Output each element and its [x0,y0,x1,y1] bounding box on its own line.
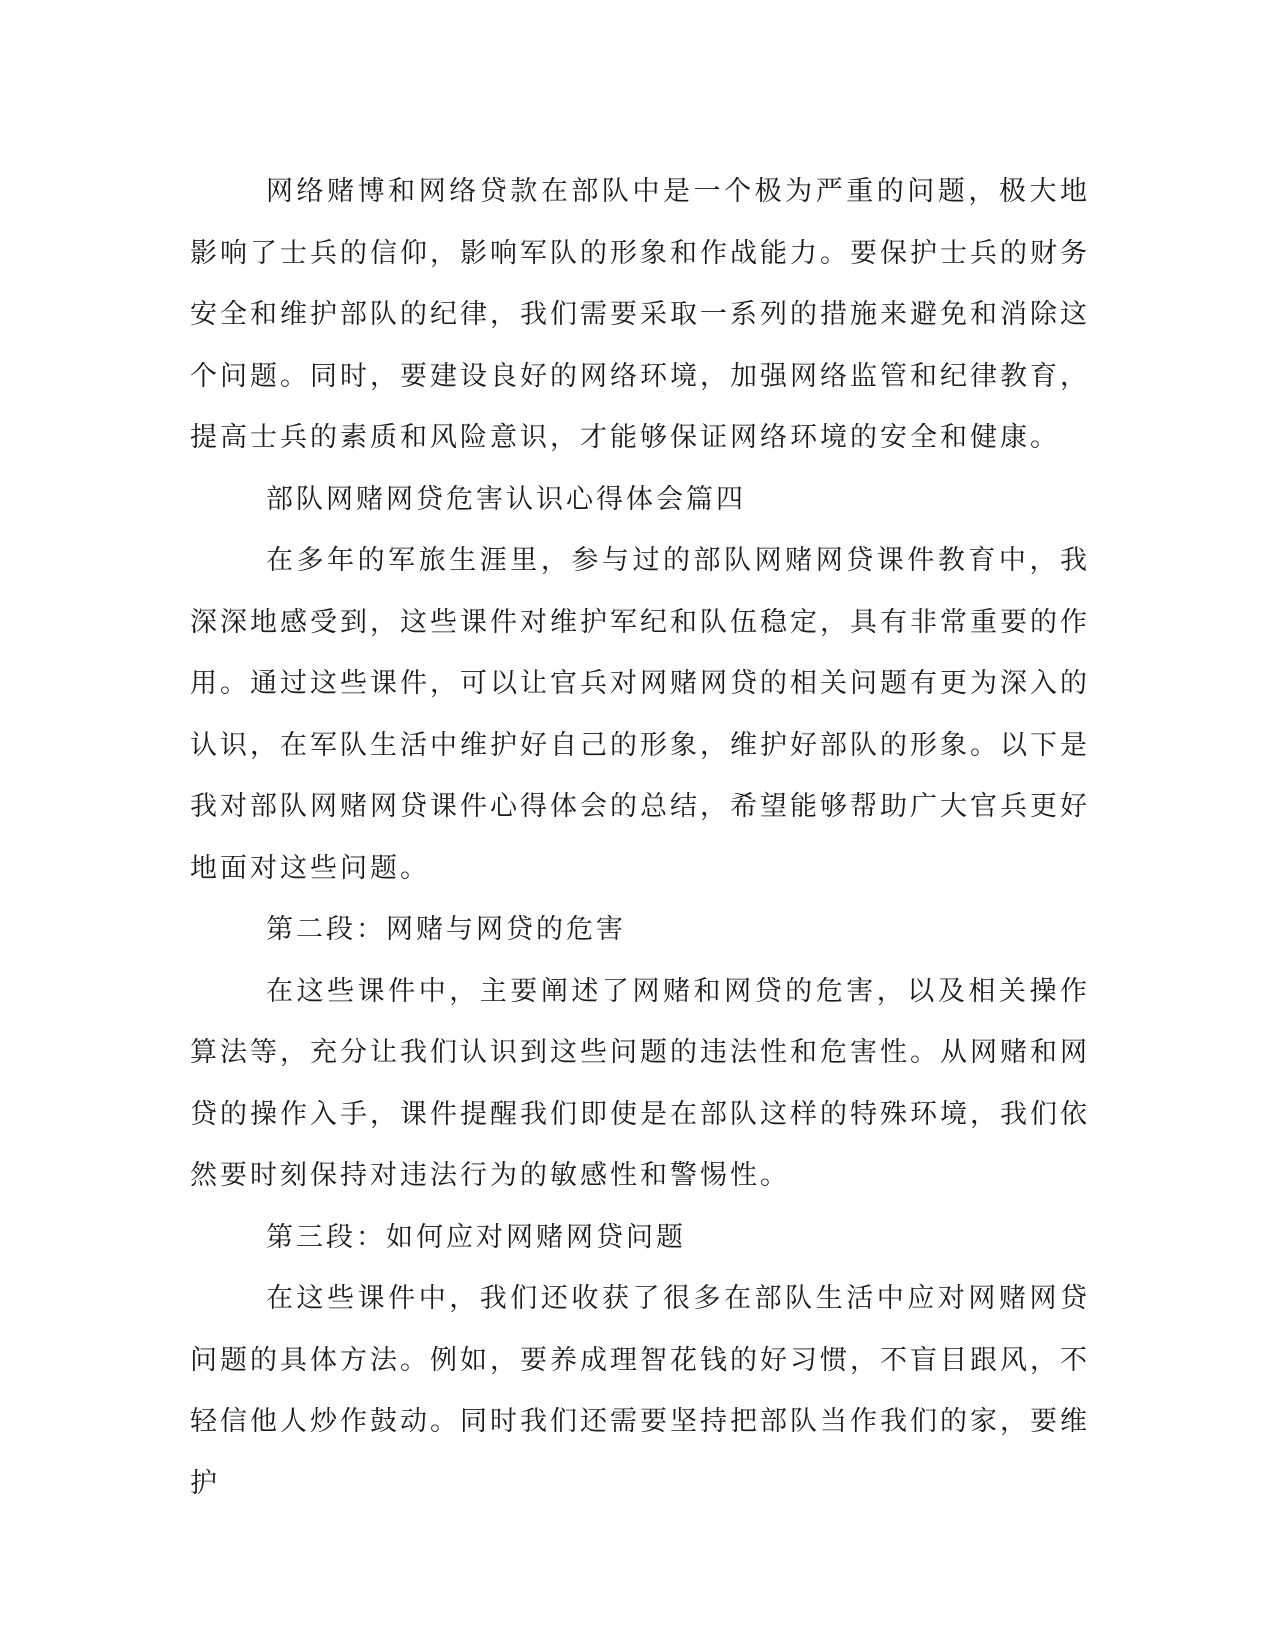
section-heading-part-four: 部队网赌网贷危害认识心得体会篇四 [266,483,746,515]
paragraph-third: 在这些课件中，我们还收获了很多在部队生活中应对网赌网贷问题的具体方法。例如，要养成理智花钱的好习惯，不盲目跟风，不轻信他人炒作鼓动。同时我们还需要坚持把部队当作我们的家，要维护 [190,1283,1090,1499]
section-heading-second: 第二段：网赌与网贷的危害 [266,914,626,945]
document-body [190,161,1090,1514]
paragraph-part-four: 在多年的军旅生涯里，参与过的部队网赌网贷课件教育中，我深深地感受到，这些课件对维护军纪和队伍稳定，具有非常重要的作用。通过这些课件，可以让官兵对网赌网贷的相关问题有更为深入的认识，在军队生活中维护好自己的形象，维护好部队的形象。以下是我对部队网赌网贷课件心得体会的总结，希望能够帮助广大官兵更好地面对这些问题。 [190,545,1090,884]
paragraph-second: 在这些课件中，主要阐述了网赌和网贷的危害，以及相关操作算法等，充分让我们认识到这些问题的违法性和危害性。从网赌和网贷的操作入手，课件提醒我们即使是在部队这样的特殊环境，我们依然要时刻保持对违法行为的敏感性和警惕性。 [190,975,1090,1191]
section-heading-third: 第三段：如何应对网赌网贷问题 [266,1221,686,1253]
paragraph-intro: 网络赌博和网络贷款在部队中是一个极为严重的问题，极大地影响了士兵的信仰，影响军队的形象和作战能力。要保护士兵的财务安全和维护部队的纪律，我们需要采取一系列的措施来避免和消除这个问题。同时，要建设良好的网络环境，加强网络监管和纪律教育，提高士兵的素质和风险意识，才能够保证网络环境的安全和健康。 [190,176,1090,453]
